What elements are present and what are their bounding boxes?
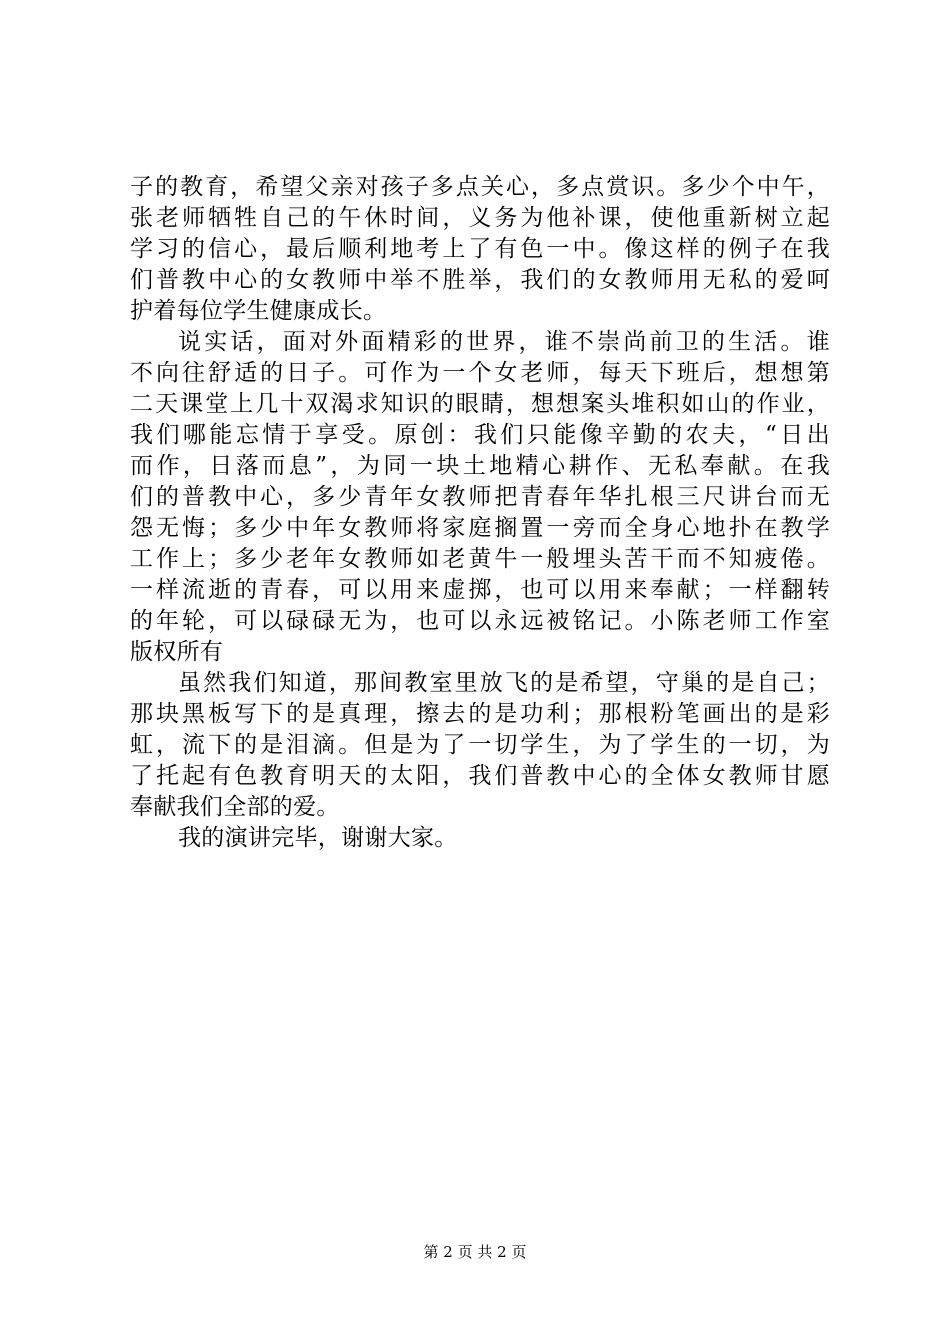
text-line: 们普教中心的女教师中举不胜举，我们的女教师用无私的爱呵 bbox=[130, 267, 830, 293]
paragraph-start-line: 虽然我们知道，那间教室里放飞的是希望，守巢的是自己； bbox=[178, 670, 830, 696]
text-line: 们的普教中心，多少青年女教师把青春年华扎根三尺讲台而无 bbox=[130, 484, 830, 510]
text-line: 了托起有色教育明天的太阳，我们普教中心的全体女教师甘愿 bbox=[130, 763, 830, 789]
text-line: 那块黑板写下的是真理，擦去的是功利；那根粉笔画出的是彩 bbox=[130, 701, 830, 727]
paragraph-start-line: 说实话，面对外面精彩的世界，谁不崇尚前卫的生活。谁 bbox=[178, 329, 830, 355]
closing-line: 我的演讲完毕，谢谢大家。 bbox=[178, 825, 458, 851]
text-line: 版权所有 bbox=[130, 639, 224, 665]
text-line: 学习的信心，最后顺利地考上了有色一中。像这样的例子在我 bbox=[130, 236, 830, 262]
text-line: 张老师牺牲自己的午休时间，义务为他补课，使他重新树立起 bbox=[130, 205, 830, 231]
text-line: 怨无悔；多少中年女教师将家庭搁置一旁而全身心地扑在教学 bbox=[130, 515, 830, 541]
text-line: 不向往舒适的日子。可作为一个女老师，每天下班后，想想第 bbox=[130, 360, 830, 386]
text-line: 虹，流下的是泪滴。但是为了一切学生，为了学生的一切，为 bbox=[130, 732, 830, 758]
speech-body bbox=[130, 172, 830, 854]
text-line: 工作上；多少老年女教师如老黄牛一般埋头苦干而不知疲倦。 bbox=[130, 546, 830, 572]
text-line: 子的教育，希望父亲对孩子多点关心，多点赏识。多少个中午， bbox=[130, 174, 830, 200]
text-line: 护着每位学生健康成长。 bbox=[130, 298, 387, 324]
text-line: 二天课堂上几十双渴求知识的眼睛，想想案头堆积如山的作业， bbox=[130, 391, 830, 417]
page-footer: 第 2 页 共 2 页 bbox=[423, 1243, 527, 1261]
text-line: 我们哪能忘情于享受。原创：我们只能像辛勤的农夫，“日出 bbox=[130, 422, 830, 448]
text-line: 的年轮，可以碌碌无为，也可以永远被铭记。小陈老师工作室 bbox=[130, 608, 830, 634]
text-line: 奉献我们全部的爱。 bbox=[130, 794, 340, 820]
text-line: 一样流逝的青春，可以用来虚掷，也可以用来奉献；一样翻转 bbox=[130, 577, 830, 603]
text-line: 而作，日落而息”，为同一块土地精心耕作、无私奉献。在我 bbox=[130, 453, 830, 479]
